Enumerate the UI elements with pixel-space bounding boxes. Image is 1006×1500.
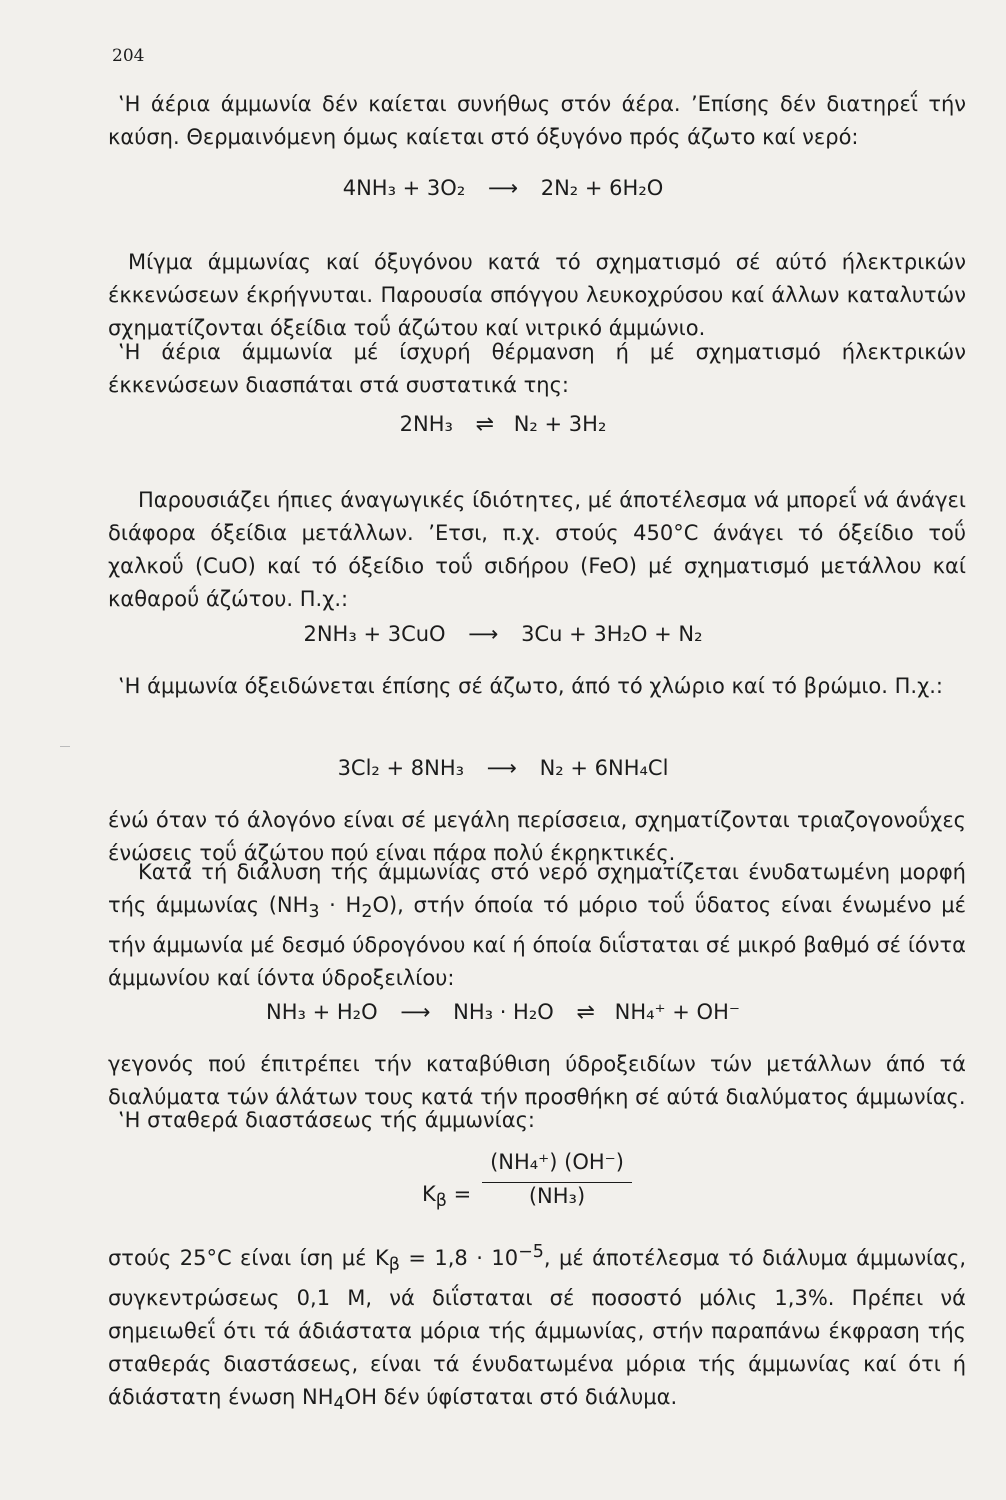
equation-lhs: 3Cl₂ + 8NH₃: [337, 756, 465, 780]
subscript: 2: [361, 902, 373, 923]
margin-mark: [60, 746, 70, 747]
paragraph-text: OH δέν ύφίσταται στό διάλυμα.: [344, 1385, 678, 1410]
paragraph: Μίγμα άμμωνίας καί όξυγόνου κατά τό σχηματισμό σέ αύτό ήλεκτρικών έκκενώσεων έκρήγνυται. Παρουσία σπόγγου λευκοχρύσου καί άλλων καταλυτών σχηματίζονται όξείδια τοΰ άζώτου καί νιτρικό άμμώνιο.: [108, 250, 966, 340]
paragraph-text: Κατά τή διάλυση τής άμμωνίας στό νερό σχηματίζεται ένυδατωμένη μορφή τής άμμωνίας (NH: [108, 860, 966, 917]
k-letter: K: [422, 1182, 436, 1206]
hydrogen-text: H: [345, 893, 362, 917]
equation-chlorine-oxidation: [0, 752, 1006, 784]
page-number: 204: [112, 46, 145, 66]
paragraph-text: = 1,8 · 10: [399, 1246, 519, 1270]
arrow-icon: ⟶: [468, 622, 499, 646]
fraction-numerator: (NH₄⁺) (OH⁻): [490, 1150, 624, 1174]
equation-ammonia-combustion: [0, 172, 1006, 204]
equilibrium-arrow-icon: ⇌: [576, 1000, 592, 1025]
paragraph: ‛Η άμμωνία όξειδώνεται έπίσης σέ άζωτο, άπό τό χλώριο καί τό βρώμιο. Π.χ.:: [118, 674, 943, 698]
fraction-bar: [482, 1182, 632, 1183]
superscript: −5: [518, 1242, 544, 1262]
paragraph: γεγονός πού έπιτρέπει τήν καταβύθιση ύδροξειδίων τών μετάλλων άπό τά διαλύματα τών άλάτων τους κατά τήν προσθήκη σέ αύτά διαλύματος άμμωνίας.: [108, 1052, 966, 1109]
paragraph: Παρουσιάζει ήπιες άναγωγικές ίδιότητες, μέ άποτέλεσμα νά μπορεΐ νά άνάγει διάφορα όξείδια μετάλλων. ’Ετσι, π.χ. στούς 450°C άνάγει τό όξείδιο τοΰ χαλκοΰ (CuO) καί τό όξείδιο τοΰ σιδήρου (FeO) μέ σχηματισμό μετάλλου καί καθαροΰ άζώτου. Π.χ.:: [108, 488, 966, 611]
subscript: β: [435, 1191, 447, 1212]
equation-ions: NH₄⁺ + OH⁻: [614, 1000, 740, 1024]
paragraph: ‛Η άέρια άμμωνία δέν καίεται συνήθως στόν άέρα. ’Επίσης δέν διατηρεΐ τήν καύση. Θερμαινόμενη όμως καίεται στό όξυγόνο πρός άζωτο καί νερό:: [108, 92, 966, 149]
arrow-icon: ⟶: [400, 1000, 431, 1024]
equation-copper-oxide-reduction: [0, 618, 1006, 650]
equation-lhs: 2NH₃ + 3CuO: [303, 622, 446, 646]
arrow-icon: ⟶: [487, 176, 519, 200]
equation-rhs: N₂ + 3H₂: [513, 412, 607, 436]
paragraph: ‛Η άέρια άμμωνία μέ ίσχυρή θέρμανση ή μέ σχηματισμό ήλεκτρικών έκκενώσεων διασπάται στά συστατικά της:: [108, 340, 966, 397]
paragraph-text: , μέ άποτέλεσμα τό διάλυμα άμμωνίας, συγκεντρώσεως 0,1 M, νά διΐσταται σέ ποσοστό μόλις 1,3%. Πρέπει νά σημειωθεΐ ότι τά άδιάστατα μόρια τής άμμωνίας, στήν παραπάνω έκφραση τής σταθεράς διαστάσεως, είναι τά ένυδατωμένα μόρια τής άμμωνίας καί ότι ή άδιάστατη ένωση NH: [108, 1246, 966, 1410]
paragraph: [108, 1236, 966, 1421]
equation-reactants: NH₃ + H₂O: [266, 1000, 378, 1024]
subscript: 3: [308, 902, 320, 923]
paragraph: [108, 856, 966, 995]
subscript: β: [388, 1255, 400, 1276]
equation-rhs: 3Cu + 3H₂O + N₂: [521, 622, 703, 646]
paragraph: ένώ όταν τό άλογόνο είναι σέ μεγάλη περίσσεια, σχηματίζονται τριαζογονοΰχες ένώσεις τοΰ άζώτου πού είναι πάρα πολύ έκρηκτικές.: [108, 808, 966, 865]
equals-sign: =: [453, 1182, 472, 1206]
paragraph: ‛Η σταθερά διαστάσεως τής άμμωνίας:: [118, 1108, 536, 1132]
equation-lhs: 4NH₃ + 3O₂: [342, 176, 466, 200]
equilibrium-arrow-icon: ⇌: [475, 412, 492, 437]
equation-hydrate: NH₃ · H₂O: [453, 1000, 554, 1024]
subscript: 4: [333, 1394, 345, 1415]
equation-rhs: 2N₂ + 6H₂O: [540, 176, 664, 200]
fraction-denominator: (NH₃): [528, 1184, 586, 1208]
equation-rhs: N₂ + 6NH₄Cl: [539, 756, 669, 780]
dot-text: ·: [319, 893, 346, 917]
equation-lhs: 2NH₃: [399, 412, 453, 436]
equation-ammonia-decomposition: [0, 408, 1006, 441]
equation-ammonia-hydration: [0, 996, 1006, 1029]
paragraph-text: στούς 25°C είναι ίση μέ K: [108, 1246, 389, 1270]
kb-symbol: [422, 1182, 471, 1211]
arrow-icon: ⟶: [486, 756, 517, 780]
paragraph-text: O), στήν όποία τό μόριο τοΰ ΰδατος είναι ένωμένο μέ τήν άμμωνία μέ δεσμό ύδρογόνου καί ή όποία διΐσταται σέ μικρό βαθμό σέ ίόντα άμμωνίου καί ίόντα ύδροξειλίου:: [108, 893, 966, 991]
